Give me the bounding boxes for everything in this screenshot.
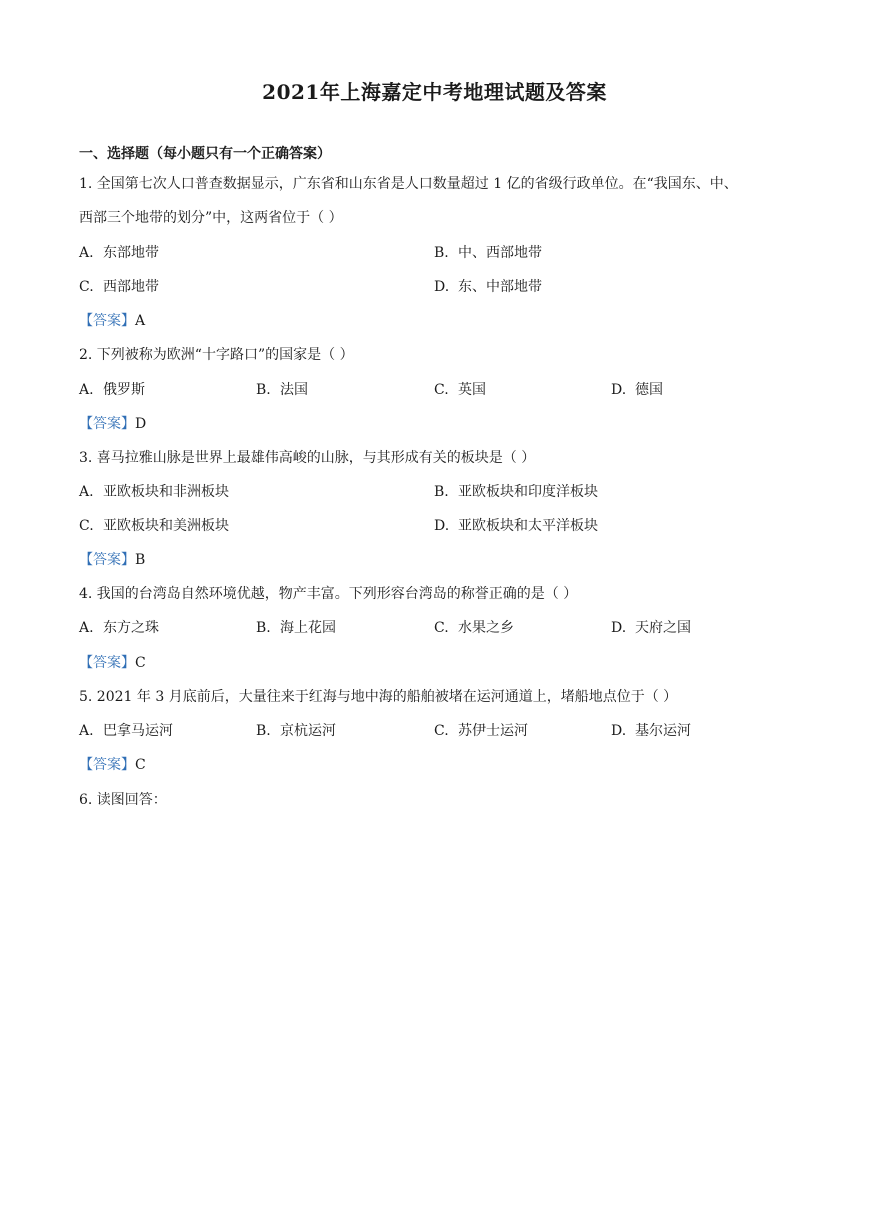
q2-option-a: A. 俄罗斯	[79, 382, 145, 398]
q4-option-b: B. 海上花园	[256, 620, 336, 636]
q2-option-b: B. 法国	[256, 382, 308, 398]
q3-option-c: C. 亚欧板块和美洲板块	[79, 518, 229, 534]
section-heading: 一、选择题（每小题只有一个正确答案）	[79, 146, 331, 162]
q4-answer: 【答案】C	[79, 655, 146, 671]
answer-tag: 【答案】	[79, 757, 135, 773]
q3-answer: 【答案】B	[79, 552, 146, 568]
q2-answer: 【答案】D	[79, 416, 147, 432]
q1-option-b: B. 中、西部地带	[434, 245, 542, 261]
question-4-text: 4. 我国的台湾岛自然环境优越，物产丰富。下列形容台湾岛的称誉正确的是（ ）	[79, 586, 578, 602]
question-3-text: 3. 喜马拉雅山脉是世界上最雄伟高峻的山脉，与其形成有关的板块是（ ）	[79, 450, 536, 466]
q1-option-c: C. 西部地带	[79, 279, 159, 295]
q4-option-d: D. 天府之国	[611, 620, 691, 636]
question-2-text: 2. 下列被称为欧洲“十字路口”的国家是（ ）	[79, 347, 354, 363]
q5-option-a: A. 巴拿马运河	[79, 723, 173, 739]
q3-option-b: B. 亚欧板块和印度洋板块	[434, 484, 598, 500]
answer-tag: 【答案】	[79, 552, 135, 568]
question-1-text-cont: 西部三个地带的划分”中，这两省位于（ ）	[79, 210, 343, 226]
q2-option-c: C. 英国	[434, 382, 486, 398]
q5-option-b: B. 京杭运河	[256, 723, 336, 739]
q5-option-d: D. 基尔运河	[611, 723, 691, 739]
document-title: 2021年上海嘉定中考地理试题及答案	[262, 80, 607, 104]
question-1-text: 1. 全国第七次人口普查数据显示，广东省和山东省是人口数量超过 1 亿的省级行政单位。在“我国东、中、	[79, 176, 738, 192]
q3-option-a: A. 亚欧板块和非洲板块	[79, 484, 229, 500]
question-5-text: 5. 2021 年 3 月底前后，大量往来于红海与地中海的船舶被堵在运河通道上，堵船地点位于（ ）	[79, 689, 678, 705]
q5-answer: 【答案】C	[79, 757, 146, 773]
q4-option-a: A. 东方之珠	[79, 620, 159, 636]
answer-tag: 【答案】	[79, 655, 135, 671]
q1-answer: 【答案】A	[79, 313, 146, 329]
q1-option-a: A. 东部地带	[79, 245, 159, 261]
question-6-text: 6. 读图回答：	[79, 792, 167, 808]
q3-option-d: D. 亚欧板块和太平洋板块	[434, 518, 598, 534]
answer-tag: 【答案】	[79, 313, 135, 329]
q4-option-c: C. 水果之乡	[434, 620, 514, 636]
q5-option-c: C. 苏伊士运河	[434, 723, 528, 739]
answer-tag: 【答案】	[79, 416, 135, 432]
q2-option-d: D. 德国	[611, 382, 663, 398]
q1-option-d: D. 东、中部地带	[434, 279, 542, 295]
